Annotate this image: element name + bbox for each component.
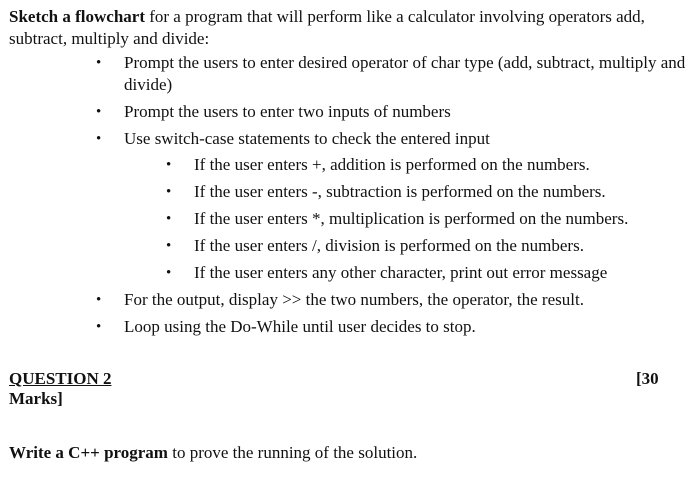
bullet-icon: • — [166, 157, 172, 173]
marks-label-close: Marks] — [9, 389, 63, 408]
bullet-icon: • — [96, 55, 102, 71]
list-item — [96, 128, 686, 284]
question-1-intro — [9, 6, 694, 50]
bullet-icon: • — [166, 184, 172, 200]
requirements-list — [96, 52, 686, 343]
sub-list-item — [166, 208, 686, 230]
question-2-bold-text: Write a C++ program — [9, 443, 168, 462]
list-item-text: For the output, display >> the two numbers, the operator, the result. — [124, 290, 584, 309]
sub-list-item-text: If the user enters *, multiplication is performed on the numbers. — [194, 209, 629, 228]
bullet-icon: • — [96, 319, 102, 335]
bullet-icon: • — [166, 211, 172, 227]
sub-list-item — [166, 154, 686, 176]
bullet-icon: • — [96, 104, 102, 120]
sub-list-item-text: If the user enters +, addition is performed on the numbers. — [194, 155, 590, 174]
intro-bold-text: Sketch a flowchart — [9, 7, 145, 26]
list-item-text: Use switch-case statements to check the entered input — [124, 129, 490, 148]
question-2-heading — [9, 369, 112, 409]
sub-list-item-text: If the user enters any other character, print out error message — [194, 263, 608, 282]
list-item — [96, 52, 686, 96]
question-2-title: QUESTION 2 — [9, 369, 112, 388]
list-item-text: Loop using the Do-While until user decides to stop. — [124, 317, 476, 336]
list-item-text: Prompt the users to enter desired operator of char type (add, subtract, multiply and divide) — [124, 53, 686, 94]
sub-list-item — [166, 235, 686, 257]
question-2-text — [9, 442, 417, 464]
sub-list-item-text: If the user enters -, subtraction is performed on the numbers. — [194, 182, 606, 201]
bullet-icon: • — [166, 265, 172, 281]
question-2-rest-text: to prove the running of the solution. — [167, 443, 418, 462]
sub-list-item-text: If the user enters /, division is performed on the numbers. — [194, 236, 584, 255]
list-item — [96, 101, 686, 123]
intro-text: for a program that will perform like a calculator involving operators add, subtract, multiply and divide: — [9, 7, 645, 48]
switch-case-sublist — [166, 154, 686, 284]
bullet-icon: • — [96, 131, 102, 147]
list-item — [96, 289, 686, 311]
sub-list-item — [166, 181, 686, 203]
bullet-icon: • — [166, 238, 172, 254]
list-item — [96, 316, 686, 338]
sub-list-item — [166, 262, 686, 284]
list-item-text: Prompt the users to enter two inputs of numbers — [124, 102, 451, 121]
bullet-icon: • — [96, 292, 102, 308]
marks-label-open: [30 — [636, 369, 659, 388]
